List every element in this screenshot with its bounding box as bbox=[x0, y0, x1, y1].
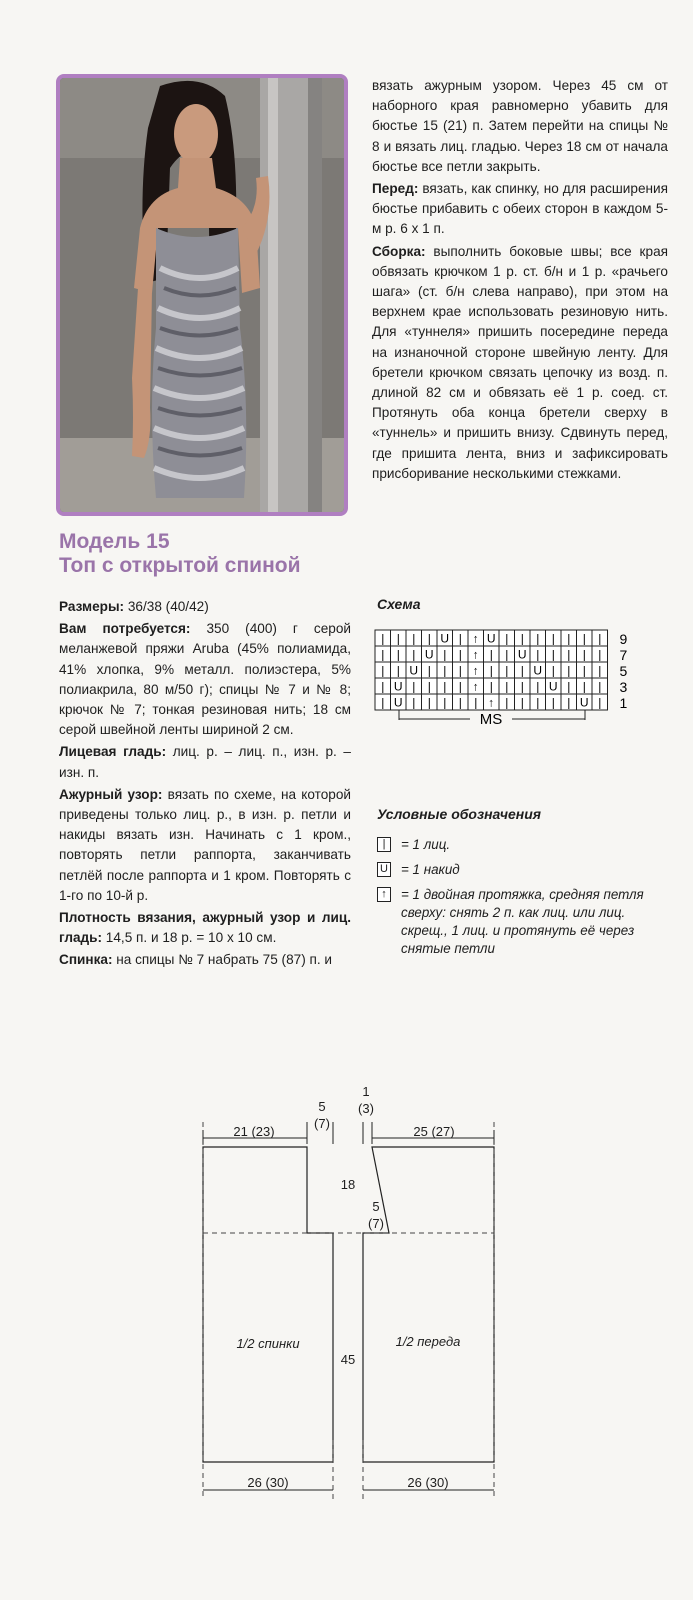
chart-row-number: 7 bbox=[619, 647, 628, 663]
paragraph-stockinette: Лицевая гладь: лиц. р. – лиц. п., изн. р. – изн. п. bbox=[59, 744, 351, 780]
knit-stitch-icon: | bbox=[412, 647, 416, 662]
knit-stitch-icon: | bbox=[377, 837, 391, 852]
knit-stitch-icon: | bbox=[412, 695, 416, 710]
dim-gap-2: (3) bbox=[358, 1101, 374, 1116]
paragraph-materials: Вам потребуется: 350 (400) г серой меланжевой пряжи Aruba (45% полиамида, 41% хлопка, 9% металл. полиэстера, 5% полиакрила, 80 м/50 г); спицы № 7 и № 8; крючок № 7; тонкая резиновая нить; 18 см серой швейной ленты шириной 2 см. bbox=[59, 621, 351, 738]
model-title: Топ с открытой спиной bbox=[59, 554, 301, 577]
paragraph-back: Спинка: на спицы № 7 набрать 75 (87) п. и bbox=[59, 952, 333, 968]
legend-title: Условные обозначения bbox=[377, 806, 542, 822]
knit-stitch-icon: | bbox=[474, 695, 478, 710]
knit-stitch-icon: | bbox=[551, 663, 555, 678]
yarn-over-icon: U bbox=[486, 631, 496, 646]
knit-stitch-icon: | bbox=[505, 695, 509, 710]
dim-bodice-height: 18 bbox=[340, 1177, 356, 1192]
chart-row-number: 3 bbox=[619, 679, 628, 695]
knit-stitch-icon: | bbox=[505, 647, 509, 662]
knit-stitch-icon: | bbox=[412, 631, 416, 646]
knit-stitch-icon: | bbox=[489, 679, 493, 694]
double-decrease-icon: ↑ bbox=[472, 679, 479, 694]
yarn-over-icon: U bbox=[377, 862, 391, 877]
dim-gap-1: 1 bbox=[362, 1084, 370, 1099]
dim-back-top: 21 (23) bbox=[233, 1124, 275, 1139]
chart-repeat-label: MS bbox=[479, 711, 503, 728]
dim-front-slope-2: (7) bbox=[368, 1216, 384, 1231]
knit-stitch-icon: | bbox=[505, 679, 509, 694]
yarn-over-icon: U bbox=[409, 663, 419, 678]
dim-front-top: 25 (27) bbox=[413, 1124, 455, 1139]
knit-stitch-icon: | bbox=[598, 631, 602, 646]
back-piece-outline bbox=[203, 1147, 333, 1462]
dim-strap-back: 5 bbox=[318, 1099, 326, 1114]
knit-stitch-icon: | bbox=[443, 695, 447, 710]
dim-body-height: 45 bbox=[340, 1352, 356, 1367]
paragraph-density: Плотность вязания, ажурный узор и лиц. гладь: 14,5 п. и 18 р. = 10 х 10 см. bbox=[59, 910, 351, 946]
paragraph-openwork: Ажурный узор: вязать по схеме, на которой приведены только лиц. р., в изн. р. петли и накиды вязать изн. Начинать с 1 кром., повторять петли раппорта, заканчивать петлёй после раппорта и 1 кром. Повторять с 1-го по 10-й р. bbox=[59, 786, 351, 903]
front-piece-outline bbox=[363, 1147, 494, 1462]
knit-stitch-icon: | bbox=[427, 695, 431, 710]
knit-stitch-icon: | bbox=[412, 679, 416, 694]
double-decrease-icon: ↑ bbox=[377, 887, 391, 902]
knit-stitch-icon: | bbox=[458, 679, 462, 694]
knit-stitch-icon: | bbox=[443, 647, 447, 662]
knit-stitch-icon: | bbox=[489, 647, 493, 662]
scheme-title: Схема bbox=[377, 596, 421, 612]
dim-front-slope: 5 bbox=[372, 1199, 380, 1214]
double-decrease-icon: ↑ bbox=[472, 663, 479, 678]
knit-stitch-icon: | bbox=[396, 663, 400, 678]
knit-stitch-icon: | bbox=[551, 695, 555, 710]
yarn-over-icon: U bbox=[393, 679, 403, 694]
paragraph-front: Перед: вязать, как спинку, но для расширения бюстье прибавить с обеих сторон в каждом 5-м р. 6 х 1 п. bbox=[372, 181, 668, 237]
knit-stitch-icon: | bbox=[551, 631, 555, 646]
knit-stitch-icon: | bbox=[598, 695, 602, 710]
knit-stitch-icon: | bbox=[567, 647, 571, 662]
yarn-over-icon: U bbox=[533, 663, 543, 678]
knit-stitch-icon: | bbox=[582, 679, 586, 694]
yarn-over-icon: U bbox=[424, 647, 434, 662]
paragraph-sizes: Размеры: 36/38 (40/42) bbox=[59, 599, 209, 614]
knit-stitch-icon: | bbox=[443, 663, 447, 678]
knit-stitch-icon: | bbox=[536, 631, 540, 646]
knit-stitch-icon: | bbox=[443, 679, 447, 694]
knit-stitch-icon: | bbox=[582, 631, 586, 646]
knit-stitch-icon: | bbox=[505, 663, 509, 678]
knit-stitch-icon: | bbox=[567, 679, 571, 694]
yarn-over-icon: U bbox=[440, 631, 450, 646]
yarn-over-icon: U bbox=[579, 695, 589, 710]
yarn-over-icon: U bbox=[393, 695, 403, 710]
knit-stitch-icon: | bbox=[520, 695, 524, 710]
knit-stitch-icon: | bbox=[381, 631, 385, 646]
paragraph-assembly: Сборка: выполнить боковые швы; все края обвязать крючком 1 р. ст. б/н и 1 р. «рачьего шага» (ст. б/н слева направо), при этом на верхнем крае использовать резиновую нить. Для «туннеля» пришить посередине переда на изнаночной стороне швейную ленту. Для бретели крючком связать цепочку из возд. п. длиной 82 см и обвязать её 1 р. соед. ст. Протянуть оба конца бретели сверху в «туннель» и пришить внизу. Сдвинуть перед, где пришита лента, вниз и зафиксировать присборивание несколькими стежками. bbox=[372, 243, 668, 481]
knit-stitch-icon: | bbox=[381, 695, 385, 710]
knit-stitch-icon: | bbox=[427, 631, 431, 646]
knit-stitch-icon: | bbox=[520, 679, 524, 694]
knit-stitch-icon: | bbox=[381, 647, 385, 662]
knit-stitch-icon: | bbox=[551, 647, 555, 662]
back-piece-label: 1/2 спинки bbox=[236, 1336, 300, 1351]
knit-stitch-icon: | bbox=[458, 663, 462, 678]
double-decrease-icon: ↑ bbox=[472, 631, 479, 646]
knit-stitch-icon: | bbox=[582, 647, 586, 662]
knit-stitch-icon: | bbox=[536, 647, 540, 662]
knit-stitch-icon: | bbox=[567, 663, 571, 678]
legend-item-double-decrease: ↑ = 1 двойная протяжка, средняя петля сверху: снять 2 п. как лиц. или лиц. скрещ., 1 лиц. и протянуть её через снятые петли bbox=[377, 886, 667, 958]
knit-stitch-icon: | bbox=[396, 647, 400, 662]
model-number: Модель 15 bbox=[59, 530, 170, 553]
chart-row-number: 9 bbox=[619, 631, 628, 647]
dim-front-bottom: 26 (30) bbox=[407, 1475, 449, 1490]
knit-stitch-icon: | bbox=[396, 631, 400, 646]
knit-stitch-icon: | bbox=[427, 663, 431, 678]
knit-stitch-icon: | bbox=[381, 679, 385, 694]
knit-stitch-icon: | bbox=[381, 663, 385, 678]
knit-stitch-icon: | bbox=[536, 679, 540, 694]
double-decrease-icon: ↑ bbox=[488, 695, 495, 710]
knit-stitch-icon: | bbox=[567, 695, 571, 710]
yarn-over-icon: U bbox=[548, 679, 558, 694]
knit-stitch-icon: | bbox=[505, 631, 509, 646]
knit-stitch-icon: | bbox=[598, 679, 602, 694]
knit-stitch-icon: | bbox=[520, 631, 524, 646]
knit-stitch-icon: | bbox=[458, 647, 462, 662]
chart-row-number: 1 bbox=[619, 695, 628, 711]
knit-stitch-icon: | bbox=[489, 663, 493, 678]
dim-strap-back-2: (7) bbox=[314, 1116, 330, 1131]
knit-stitch-icon: | bbox=[458, 631, 462, 646]
double-decrease-icon: ↑ bbox=[472, 647, 479, 662]
knit-stitch-icon: | bbox=[598, 647, 602, 662]
knit-stitch-icon: | bbox=[458, 695, 462, 710]
knit-stitch-icon: | bbox=[536, 695, 540, 710]
knit-stitch-icon: | bbox=[582, 663, 586, 678]
legend-item-yarn-over: U = 1 накид bbox=[377, 861, 667, 879]
paragraph-back-continued: вязать ажурным узором. Через 45 см от наборного края равномерно убавить для бюстье 15 (21) п. Затем перейти на спицы № 8 и вязать лиц. гладью. Через 18 см от начала бюстье все петли закрыть. bbox=[372, 78, 668, 174]
knit-stitch-icon: | bbox=[567, 631, 571, 646]
chart-row-number: 5 bbox=[619, 663, 628, 679]
knit-stitch-icon: | bbox=[598, 663, 602, 678]
knit-stitch-icon: | bbox=[427, 679, 431, 694]
yarn-over-icon: U bbox=[517, 647, 527, 662]
legend-item-knit: | = 1 лиц. bbox=[377, 836, 667, 854]
knit-stitch-icon: | bbox=[520, 663, 524, 678]
dim-back-bottom: 26 (30) bbox=[247, 1475, 289, 1490]
front-piece-label: 1/2 переда bbox=[395, 1334, 461, 1349]
